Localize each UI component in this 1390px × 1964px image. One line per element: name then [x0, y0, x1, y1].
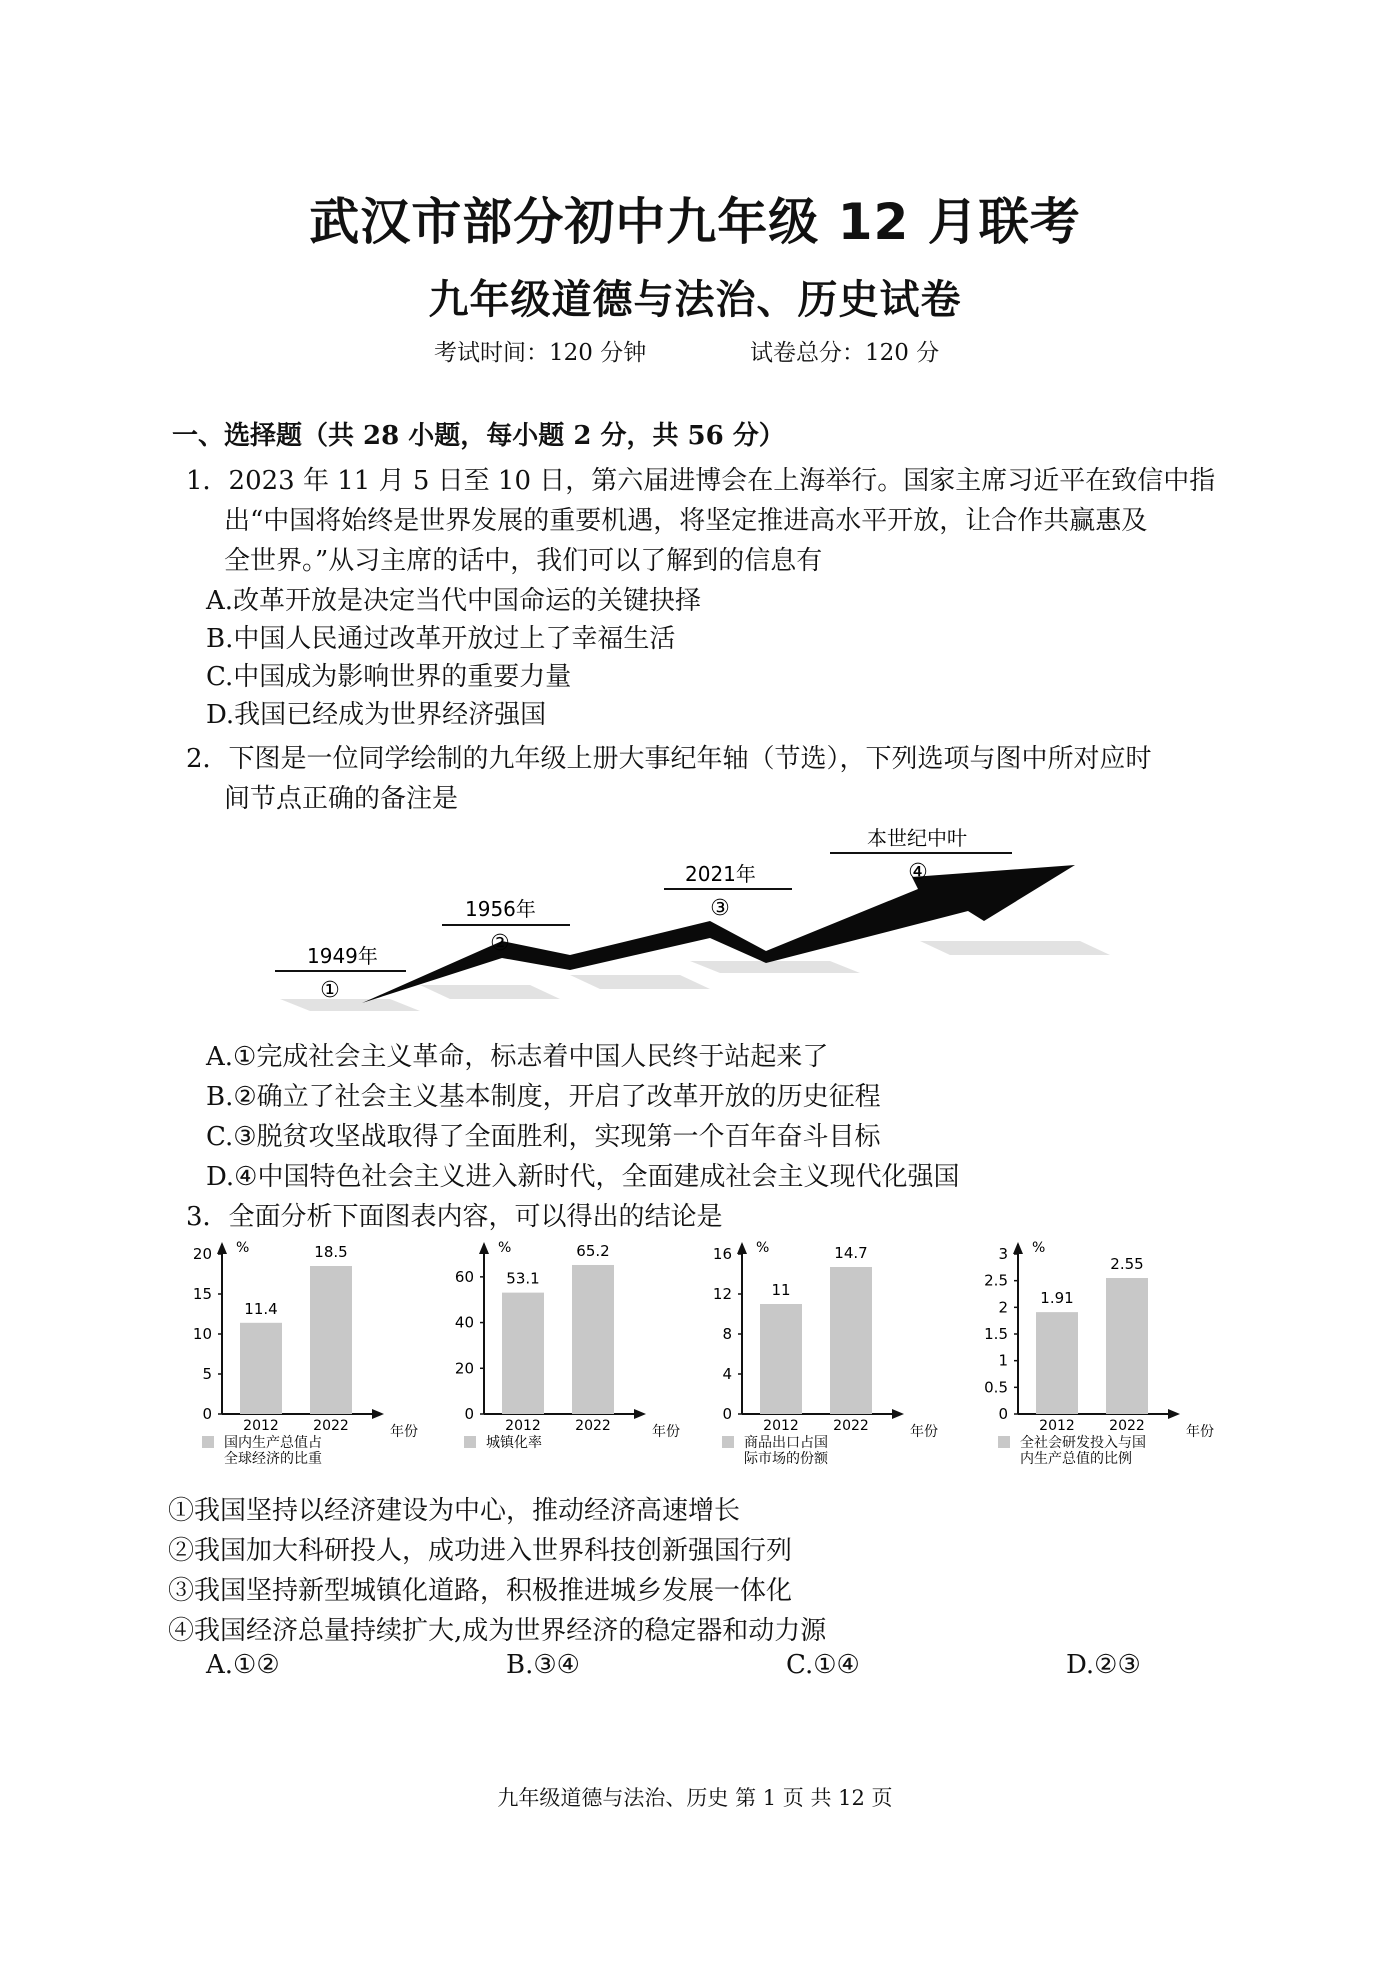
y-tick-label: 20: [192, 1245, 212, 1263]
bar: [502, 1293, 544, 1414]
y-axis-arrow: [479, 1242, 489, 1254]
legend-text: 内生产总值的比例: [1020, 1451, 1132, 1467]
timeline-year-3: 2021年: [685, 862, 756, 886]
unit-label: %: [1032, 1240, 1046, 1256]
q3-line: 3．全面分析下面图表内容，可以得出的结论是: [186, 1202, 723, 1232]
bar: [830, 1267, 872, 1414]
bar: [1106, 1278, 1148, 1414]
q2-option-c: C.③脱贫攻坚战取得了全面胜利，实现第一个百年奋斗目标: [206, 1122, 881, 1152]
legend-swatch: [464, 1436, 476, 1448]
x-tick-label: 2012: [243, 1418, 279, 1434]
legend-swatch: [202, 1436, 214, 1448]
legend-swatch: [722, 1436, 734, 1448]
y-tick-label: 0: [722, 1405, 732, 1423]
x-axis-arrow: [372, 1409, 384, 1419]
timeline-shadow: [690, 961, 860, 973]
y-tick-label: 0.5: [984, 1378, 1008, 1397]
legend-text: 全球经济的比重: [224, 1451, 322, 1467]
x-tick-label: 2022: [1109, 1418, 1145, 1434]
x-axis-label: 年份: [652, 1424, 680, 1440]
bar: [572, 1265, 614, 1414]
x-tick-label: 2012: [505, 1418, 541, 1434]
q1-line-3: 全世界。”从习主席的话中，我们可以了解到的信息有: [224, 546, 823, 576]
timeline-mark-2: ②: [490, 931, 510, 956]
total-score: 试卷总分：120 分: [750, 340, 940, 366]
y-axis-arrow: [217, 1242, 227, 1254]
legend-text: 国内生产总值占: [224, 1435, 322, 1451]
y-tick-label: 3: [998, 1245, 1008, 1263]
q2-line-2: 间节点正确的备注是: [224, 784, 459, 814]
q3-statement-4: ④我国经济总量持续扩大,成为世界经济的稳定器和动力源: [168, 1616, 827, 1646]
y-tick-label: 12: [712, 1285, 732, 1303]
x-tick-label: 2022: [313, 1418, 349, 1434]
bar: [1036, 1312, 1078, 1414]
data-label: 11.4: [244, 1299, 278, 1318]
legend-text: 城镇化率: [486, 1435, 542, 1451]
bar: [240, 1323, 282, 1414]
bar-chart-2: [432, 1232, 680, 1482]
y-tick-label: 2: [998, 1298, 1008, 1317]
data-label: 65.2: [576, 1241, 610, 1260]
section-title: 一、选择题（共 28 小题，每小题 2 分，共 56 分）: [172, 421, 785, 451]
exam-subtitle: 九年级道德与法治、历史试卷: [428, 277, 962, 323]
timeline-shadow: [920, 941, 1110, 955]
legend-text: 全社会研发投入与国: [1020, 1435, 1146, 1451]
q3-option-d: D.②③: [1066, 1650, 1141, 1680]
q3-option-c: C.①④: [786, 1650, 860, 1680]
data-label: 2.55: [1110, 1255, 1144, 1273]
timeline-year-4: 本世纪中叶: [867, 826, 967, 850]
data-label: 11: [771, 1281, 791, 1299]
x-tick-label: 2022: [575, 1418, 611, 1434]
timeline-year-1: 1949年: [307, 944, 378, 968]
q1-option-b: B.中国人民通过改革开放过上了幸福生活: [206, 624, 676, 654]
timeline-shadow: [420, 985, 560, 999]
q3-statement-3: ③我国坚持新型城镇化道路，积极推进城乡发展一体化: [168, 1576, 793, 1606]
exam-time: 考试时间：120 分钟: [434, 340, 647, 366]
unit-label: %: [236, 1240, 250, 1256]
q1-option-a: A.改革开放是决定当代中国命运的关键抉择: [206, 586, 702, 616]
legend-text: 际市场的份额: [744, 1451, 828, 1467]
y-tick-label: 40: [454, 1313, 474, 1332]
data-label: 18.5: [314, 1243, 348, 1261]
y-tick-label: 5: [202, 1365, 212, 1383]
bar: [760, 1304, 802, 1414]
unit-label: %: [756, 1240, 770, 1256]
y-axis-arrow: [1013, 1242, 1023, 1254]
y-tick-label: 2.5: [984, 1271, 1008, 1290]
q2-option-b: B.②确立了社会主义基本制度，开启了改革开放的历史征程: [206, 1082, 881, 1112]
bar-chart-1: [170, 1232, 418, 1482]
data-label: 53.1: [506, 1269, 540, 1288]
q1-option-d: D.我国已经成为世界经济强国: [206, 700, 547, 730]
legend-text: 商品出口占国: [744, 1435, 828, 1451]
q3-statement-1: ①我国坚持以经济建设为中心，推动经济高速增长: [168, 1496, 741, 1526]
timeline-shadow: [570, 975, 710, 989]
timeline-figure: [270, 815, 1130, 1020]
q2-option-a: A.①完成社会主义革命，标志着中国人民终于站起来了: [206, 1042, 829, 1072]
y-tick-label: 16: [712, 1245, 732, 1263]
timeline-mark-4: ④: [908, 860, 928, 885]
q3-statement-2: ②我国加大科研投人，成功进入世界科技创新强国行列: [168, 1536, 793, 1566]
y-tick-label: 20: [454, 1359, 474, 1378]
timeline-mark-3: ③: [710, 896, 730, 921]
y-axis-arrow: [737, 1242, 747, 1254]
q2-option-d: D.④中国特色社会主义进入新时代，全面建成社会主义现代化强国: [206, 1162, 960, 1192]
y-tick-label: 1: [998, 1351, 1008, 1370]
x-axis-label: 年份: [910, 1424, 938, 1440]
q1-option-c: C.中国成为影响世界的重要力量: [206, 662, 572, 692]
bar: [310, 1266, 352, 1414]
y-tick-label: 0: [202, 1405, 212, 1423]
y-tick-label: 1.5: [984, 1325, 1008, 1343]
timeline-mark-1: ①: [320, 978, 340, 1003]
y-tick-label: 4: [722, 1365, 732, 1383]
y-tick-label: 8: [722, 1325, 732, 1343]
q2-line-1: 2．下图是一位同学绘制的九年级上册大事纪年轴（节选），下列选项与图中所对应时: [186, 744, 1152, 774]
q1-line-2: 出“中国将始终是世界发展的重要机遇，将坚定推进高水平开放，让合作共赢惠及: [224, 506, 1148, 536]
x-tick-label: 2012: [763, 1418, 799, 1434]
y-tick-label: 15: [192, 1285, 212, 1303]
data-label: 1.91: [1040, 1289, 1074, 1308]
page-footer: 九年级道德与法治、历史 第 1 页 共 12 页: [497, 1786, 893, 1810]
x-axis-arrow: [1168, 1409, 1180, 1419]
bar-chart-3: [690, 1232, 938, 1482]
q3-option-a: A.①②: [206, 1650, 280, 1680]
x-tick-label: 2012: [1039, 1418, 1075, 1434]
x-axis-label: 年份: [1186, 1424, 1214, 1440]
y-tick-label: 0: [464, 1405, 474, 1423]
x-tick-label: 2022: [833, 1418, 869, 1434]
exam-title: 武汉市部分初中九年级 12 月联考: [309, 193, 1081, 251]
timeline-year-2: 1956年: [465, 897, 536, 921]
data-label: 14.7: [834, 1244, 868, 1262]
y-tick-label: 0: [998, 1405, 1008, 1423]
legend-swatch: [998, 1436, 1010, 1448]
q3-option-b: B.③④: [506, 1650, 580, 1680]
x-axis-arrow: [634, 1409, 646, 1419]
x-axis-arrow: [892, 1409, 904, 1419]
y-tick-label: 10: [192, 1325, 212, 1343]
q1-line-1: 1．2023 年 11 月 5 日至 10 日，第六届进博会在上海举行。国家主席习近平在致信中指: [186, 466, 1216, 496]
unit-label: %: [498, 1240, 512, 1256]
x-axis-label: 年份: [390, 1424, 418, 1440]
bar-chart-4: [966, 1232, 1214, 1482]
timeline-shadow: [280, 999, 420, 1011]
y-tick-label: 60: [454, 1267, 474, 1286]
